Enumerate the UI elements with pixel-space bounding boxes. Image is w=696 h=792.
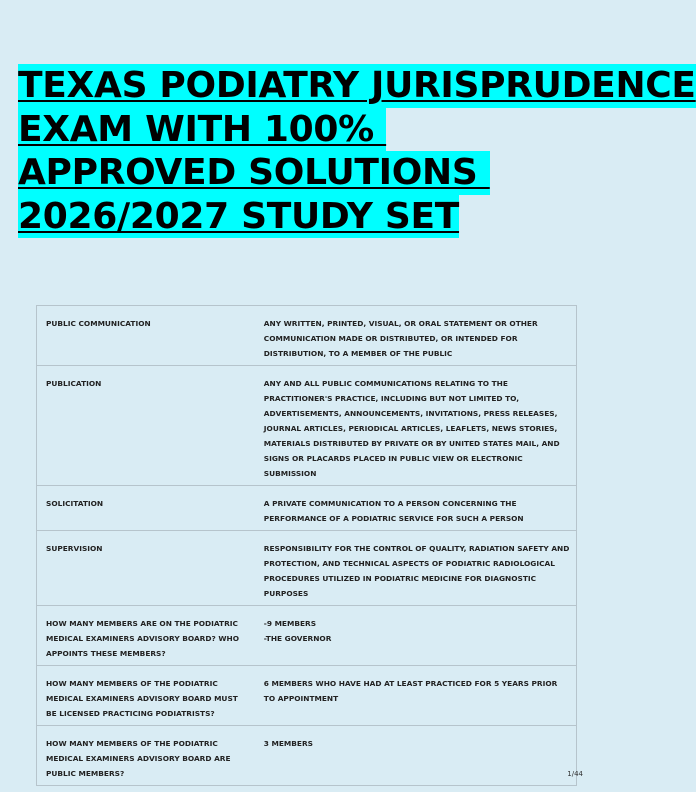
page-number: 1/44 [567,770,583,778]
term-cell: HOW MANY MEMBERS ARE ON THE PODIATRIC MEDICAL EXAMINERS ADVISORY BOARD? WHO APPOINTS THESE MEMBERS? [37,606,256,666]
definition-text: 6 MEMBERS WHO HAVE HAD AT LEAST PRACTICED FOR 5 YEARS PRIOR TO APPOINTMENT [263,679,558,703]
definition-text: -9 MEMBERS [263,619,317,628]
title-line-1: TEXAS PODIATRY JURISPRUDENCE [18,65,696,106]
definition-cell [256,486,577,531]
definition-cell [256,606,577,666]
table-row [37,366,577,486]
table-row [37,666,577,726]
title-line-3: APPROVED SOLUTIONS [18,152,490,193]
term-cell: HOW MANY MEMBERS OF THE PODIATRIC MEDICAL EXAMINERS ADVISORY BOARD MUST BE LICENSED PRACTICING PODIATRISTS? [37,666,256,726]
term-cell: SUPERVISION [37,531,256,606]
title-line-4: 2026/2027 STUDY SET [18,195,460,237]
document-title [18,64,696,238]
definition-text: ANY WRITTEN, PRINTED, VISUAL, OR ORAL STATEMENT OR OTHER COMMUNICATION MADE OR DISTRIBUTED, OR INTENDED FOR DISTRIBUTION, TO A MEMBER OF THE PUBLIC [263,319,538,358]
table-row [37,531,577,606]
definition-cell [256,531,577,606]
term-cell: HOW MANY MEMBERS OF THE PODIATRIC MEDICAL EXAMINERS ADVISORY BOARD ARE PUBLIC MEMBERS? [37,726,256,786]
title-line-2: EXAM WITH 100% [18,108,387,150]
definition-text: 3 MEMBERS [263,739,313,748]
definition-text: -THE GOVERNOR [263,634,332,643]
term-cell: PUBLIC COMMUNICATION [37,306,256,366]
definition-cell [256,666,577,726]
term-cell: PUBLICATION [37,366,256,486]
term-cell: SOLICITATION [37,486,256,531]
definition-text: ANY AND ALL PUBLIC COMMUNICATIONS RELATING TO THE PRACTITIONER'S PRACTICE, INCLUDING BUT NOT LIMITED TO, ADVERTISEMENTS, ANNOUNCEMENTS, INVITATIONS, PRESS RELEASES, JOURNAL ARTICLES, PERIODICAL ARTICLES, LEAFLETS, NEWS STORIES, MATERIALS DISTRIBUTED BY PRIVATE OR BY UNITED STATES MAIL, AND SIGNS OR PLACARDS PLACED IN PUBLIC VIEW OR ELECTRONIC SUBMISSION [263,379,560,478]
definition-cell [256,726,577,786]
definition-cell [256,366,577,486]
definition-text: RESPONSIBILITY FOR THE CONTROL OF QUALITY, RADIATION SAFETY AND PROTECTION, AND TECHNICAL ASPECTS OF PODIATRIC RADIOLOGICAL PROCEDURES UTILIZED IN PODIATRIC MEDICINE FOR DIAGNOSTIC PURPOSES [263,544,570,598]
definition-cell [256,306,577,366]
table-row [37,606,577,666]
table-row [37,726,577,786]
table-row [37,306,577,366]
table-row [37,486,577,531]
definition-text: A PRIVATE COMMUNICATION TO A PERSON CONCERNING THE PERFORMANCE OF A PODIATRIC SERVICE FOR SUCH A PERSON [263,499,524,523]
study-table [36,305,577,786]
